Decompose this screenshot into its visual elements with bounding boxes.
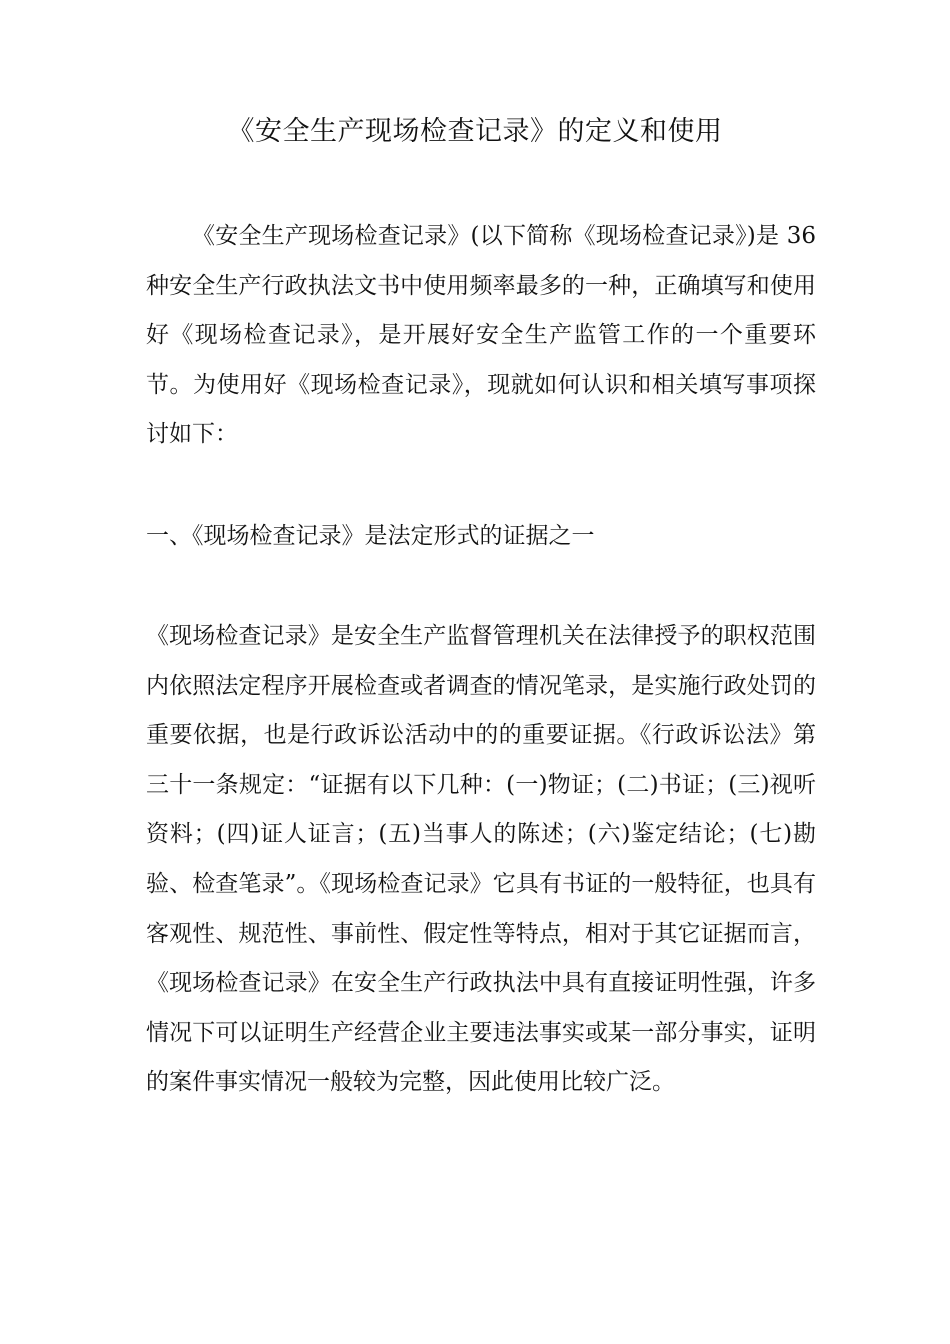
document-title: 《安全生产现场检查记录》的定义和使用 — [227, 116, 723, 147]
intro-paragraph: 《安全生产现场检查记录》(以下简称《现场检查记录》)是 36 种安全生产行政执法文书中使用频率最多的一种，正确填写和使用好《现场检查记录》，是开展好安全生产监管工作的一个重要环节。为使用好《现场检查记录》，现就如何认识和相关填写事项探讨如下： — [146, 223, 816, 448]
section-1-paragraph: 《现场检查记录》是安全生产监督管理机关在法律授予的职权范围内依照法定程序开展检查或者调查的情况笔录，是实施行政处罚的重要依据，也是行政诉讼活动中的的重要证据。《行政诉讼法》第三十一条规定：“证据有以下几种：(一)物证；(二)书证；(三)视听资料；(四)证人证言；(五)当事人的陈述；(六)鉴定结论；(七)勘验、检查笔录”。《现场检查记录》它具有书证的一般特征，也具有客观性、规范性、事前性、假定性等特点，相对于其它证据而言，《现场检查记录》在安全生产行政执法中具有直接证明性强，许多情况下可以证明生产经营企业主要违法事实或某一部分事实，证明的案件事实情况一般较为完整，因此使用比较广泛。 — [146, 623, 816, 1096]
section-1-heading: 一、《现场检查记录》是法定形式的证据之一 — [146, 523, 595, 549]
